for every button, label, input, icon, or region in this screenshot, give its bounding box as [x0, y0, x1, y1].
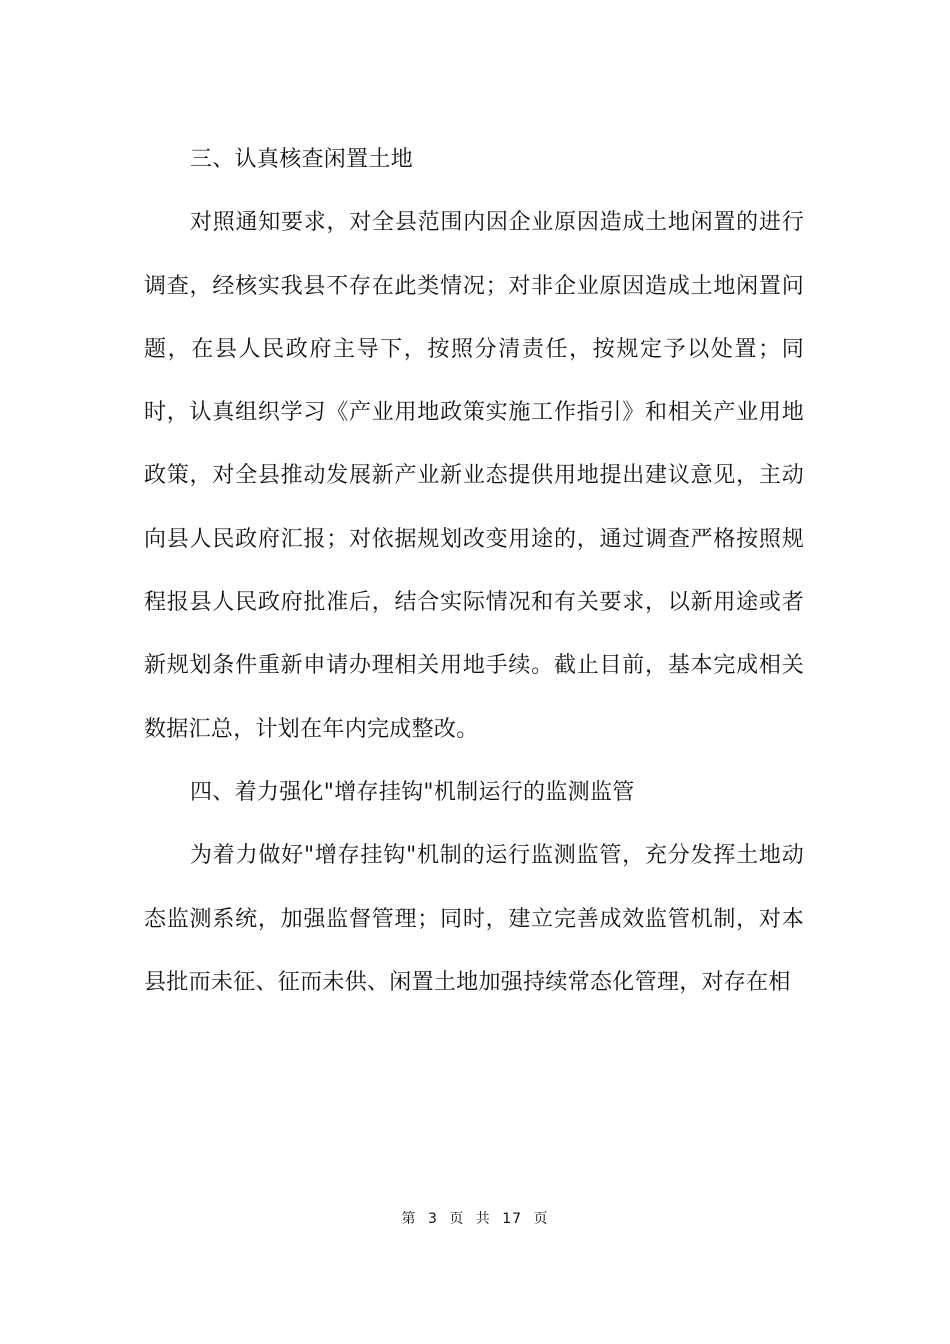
page-footer: [0, 1208, 950, 1228]
section-heading-3: 三、认真核查闲置土地: [190, 147, 414, 172]
footer-prefix: 第: [401, 1211, 417, 1227]
page-content: [144, 128, 804, 1014]
footer-total-pages: 17: [502, 1211, 523, 1227]
section-heading-4: 四、着力强化"增存挂钩"机制运行的监测监管: [190, 779, 635, 805]
footer-page-unit: 页: [449, 1211, 465, 1227]
footer-total-unit: 页: [533, 1211, 549, 1227]
section-paragraph-3: 对照通知要求，对全县范围内因企业原因造成土地闲置的进行调查，经核实我县不存在此类情况；对非企业原因造成土地闲置问题，在县人民政府主导下，按照分清责任，按规定予以处置；同时，认真组织学习《产业用地政策实施工作指引》和相关产业用地政策，对全县推动发展新产业新业态提供用地提出建议意见，主动向县人民政府汇报；对依据规划改变用途的，通过调查严格按照规程报县人民政府批准后，结合实际情况和有关要求，以新用途或者新规划条件重新申请办理相关用地手续。截止目前，基本完成相关数据汇总，计划在年内完成整改。: [144, 210, 804, 742]
footer-current-page: 3: [427, 1211, 438, 1227]
footer-total-prefix: 共: [475, 1211, 491, 1227]
section-paragraph-4: 为着力做好"增存挂钩"机制的运行监测监管，充分发挥土地动态监测系统，加强监督管理；同时，建立完善成效监管机制，对本县批而未征、征而未供、闲置土地加强持续常态化管理，对存在相: [144, 843, 804, 995]
